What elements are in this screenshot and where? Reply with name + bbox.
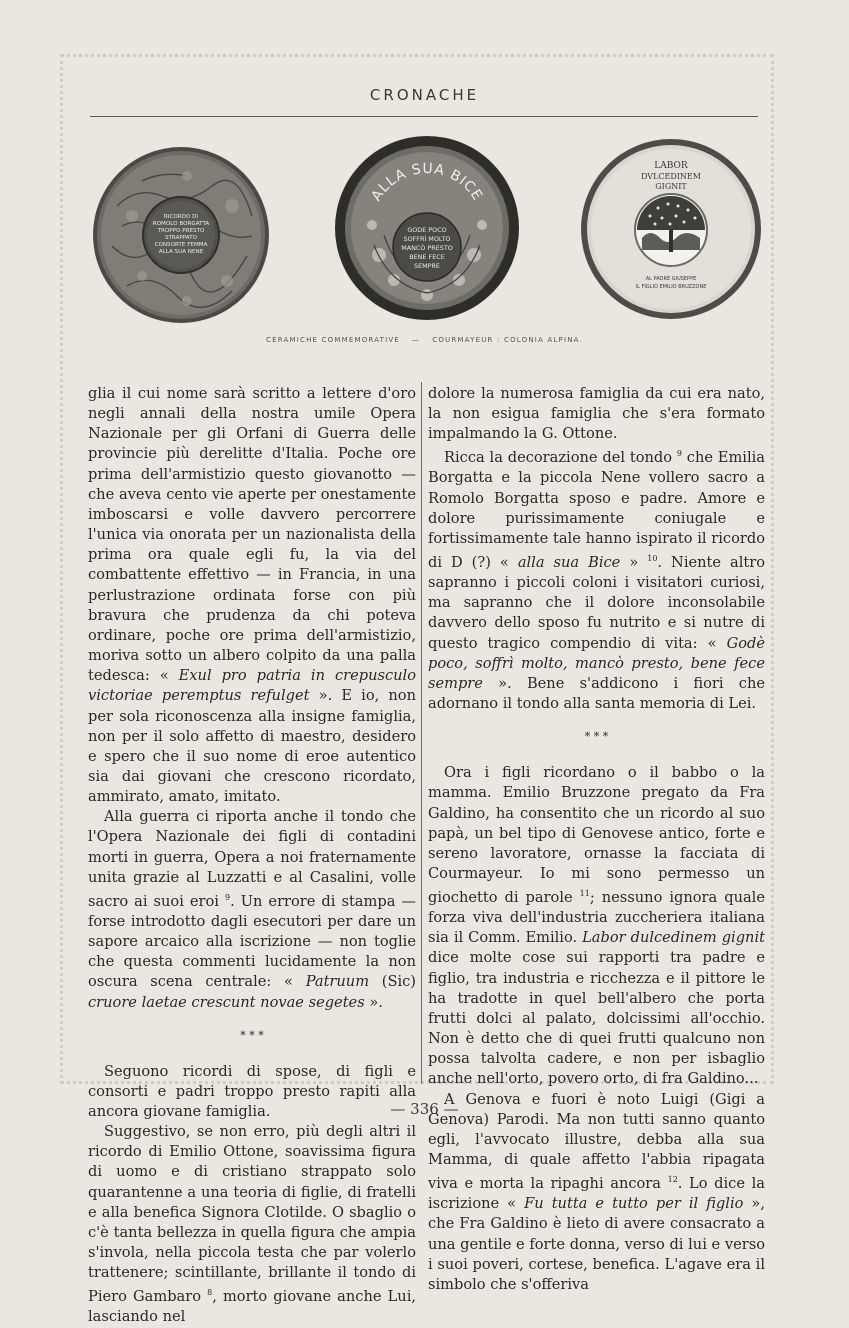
plate-center-arc-text: ALLA SUA BICE	[368, 160, 486, 204]
footnote-ref: 9	[224, 892, 231, 902]
plate-left-line: ALLA SUA NENE	[158, 249, 204, 255]
right-paragraph-2: Ricca la decorazione del tondo $^9$ che Emilia Borgatta e la piccola Nene vollero sacro a Romolo Borgatta sposo e padre. Amore e dolore purissimamente coniugale e fortissimamente tale hanno ispirato il ricordo di D (?) « alla sua Bice » $^{10}$. Niente altro sapranno i piccoli coloni i visitatori curiosi, ma sapranno che il dolore inconsolabile davvero dello sposo fu nutrito e si nutre di questo tragico compendio di vita: « Godè poco, soffrì molto, mancò presto, bene fece sempre ». Bene s'addicono i fiori che adornano il tondo alla santa memoria di Lei.	[428, 449, 766, 713]
plate-center-line: SEMPRE	[414, 262, 440, 270]
plate-left-line: CONSORTE FEMMA	[154, 242, 208, 248]
caption-part2: COURMAYEUR : COLONIA ALPINA.	[432, 336, 583, 344]
page-number: — 336 —	[390, 1100, 459, 1118]
column-divider	[421, 382, 422, 1084]
plate-center-line: SOFFRÌ MOLTO	[403, 235, 451, 243]
plate-center-line: MANCÒ PRESTO	[401, 244, 453, 252]
right-paragraph-1: dolore la numerosa famiglia da cui era nato, la non esigua famiglia che s'era formato impalmando la G. Ottone.	[428, 385, 765, 443]
footnote-ref: 11	[579, 889, 590, 899]
footnote-ref: 8	[207, 1288, 213, 1298]
figure-caption	[0, 336, 849, 344]
section-separator: * * *	[240, 1028, 264, 1042]
left-column	[88, 384, 416, 1328]
right-paragraph-4: A Genova e fuori è noto Luigi (Gigi a Genova) Parodi. Ma non tutti sanno quanto egli, l'avvocato illustre, debba alla sua Mamma, di quale affetto l'abbia ripagata viva e morta la ripaghi ancora $^{12}$. Lo dice la iscrizione « Fu tutta e tutto per il figlio », che Fra Galdino è lieto di avere consacrato a una gentile e forte donna, verso di lui e verso i suoi poveri, cortese, benefica. L'agave era il simbolo che s'offeriva	[428, 1090, 765, 1293]
plate-right-top-line: DVLCEDINEM	[641, 172, 701, 181]
plate-center-image	[334, 135, 520, 321]
plate-right-bottom-line: IL FIGLIO EMILIO BRUZZONE	[635, 284, 707, 290]
caption-dash: —	[412, 336, 421, 344]
plate-left-line: RICORDO DI	[163, 214, 199, 220]
left-paragraph-4: Suggestivo, se non erro, più degli altri il ricordo di Emilio Ottone, soavissima figura di uomo e di cristiano strappato solo quarantenne a una teoria di figlie, di fratelli e alla benefica Signora Clotilde. O sbaglio o c'è tanta bellezza in quella figura che ampia s'invola, nella piccola testa che par volerlo trattenere; scintillante, brillante il tondo di Piero Gambaro $^8$, morto giovane anche Lui, lasciando nel	[88, 1123, 416, 1326]
left-paragraph-3: Seguono ricordi di spose, di figli e consorti e padri troppo presto rapiti alla ancora giovane famiglia.	[88, 1062, 416, 1121]
plate-center-line: GODE POCO	[407, 226, 447, 234]
plate-right-bottom-line: AL PADRE GIUSEPPE	[645, 276, 697, 282]
running-header: CRONACHE	[369, 86, 480, 104]
caption-part1: CERAMICHE COMMEMORATIVE	[266, 336, 401, 344]
plate-left-line: ROMOLO BORGATTA	[152, 221, 210, 227]
footnote-ref: 12	[667, 1175, 678, 1185]
section-separator: * * *	[584, 730, 609, 744]
right-paragraph-3: Ora i figli ricordano o il babbo o la mamma. Emilio Bruzzone pregato da Fra Galdino, ha consentito che un ricordo al suo papà, un bel tipo di Genovese antico, forte e sereno lavoratore, ornasse la facciata di Courmayeur. Io mi sono permesso un giochetto di parole $^{11}$; nessuno ignora quale forza viva dell'industria zuccheriera italiana sia il Comm. Emilio. Labor dulcedinem gignit dice molte cose sui rapporti tra padre e figlio, tra industria e ricchezza e il pittore le ha tradotte in quel bell'albero che porta frutti dolci al palato, dolcissimi all'occhio. Non è detto che di quei frutti qualcuno non possa talvolta cadere, e non per isbaglio anche nell'orto, povero orto, di fra Galdino...	[428, 764, 765, 1088]
footnote-ref: 10	[647, 554, 658, 564]
plate-right-image	[580, 138, 762, 320]
footnote-ref: 9	[676, 449, 682, 459]
left-paragraph-2: Alla guerra ci riporta anche il tondo che l'Opera Nazionale dei figli di contadini morti in guerra, Opera a noi fraternamente unita grazie al Luzzatti e al Casalini, volle sacro ai suoi eroi $^9$. Un errore di stampa — forse introdotto dagli esecutori per dare un sapore arcaico alla iscrizione — non toglie che questa commenti lucidamente la non oscura scena centrale: « Patruum (Sic) cruore laetae crescunt novae segetes ».	[88, 808, 416, 1011]
plate-left-image	[92, 146, 270, 324]
plate-right-top-line: LABOR	[654, 161, 688, 171]
left-paragraph-1: glia il cui nome sarà scritto a lettere d'oro negli annali della nostra umile Opera Nazionale per gli Orfani di Guerra delle provincie più derelitte d'Italia. Poche ore prima dell'armistizio questo giovanotto — che aveva cento vie aperte per onestamente imboscarsi e volle davvero percorrere l'unica via onorata per un nazionalista della prima ora quale egli fu, la via del combattente effettivo — in Francia, in una perlustrazione ordinata forse con più bravura che prudenza da chi poteva ordinare, poche ore prima dell'armistizio, moriva sotto un albero colpito da una palla tedesca: « Exul pro patria in crepusculo victoriae peremptus refulget ». E io, non per sola riconoscenza alla insigne famiglia, non per il solo affetto di maestro, desidero e spero che il suo nome di eroe autentico sia dai giovani che crescono ricordato, ammirato, amato, imitato.	[88, 385, 416, 806]
header-rule	[90, 116, 758, 117]
right-column	[428, 384, 765, 1295]
plate-center-line: BENE FECE	[409, 253, 445, 261]
plate-left-line: STRAPPATO	[164, 235, 198, 241]
plate-right-top-line: GIGNIT	[655, 182, 687, 191]
plate-left-line: TROPPO PRESTO	[157, 228, 205, 234]
